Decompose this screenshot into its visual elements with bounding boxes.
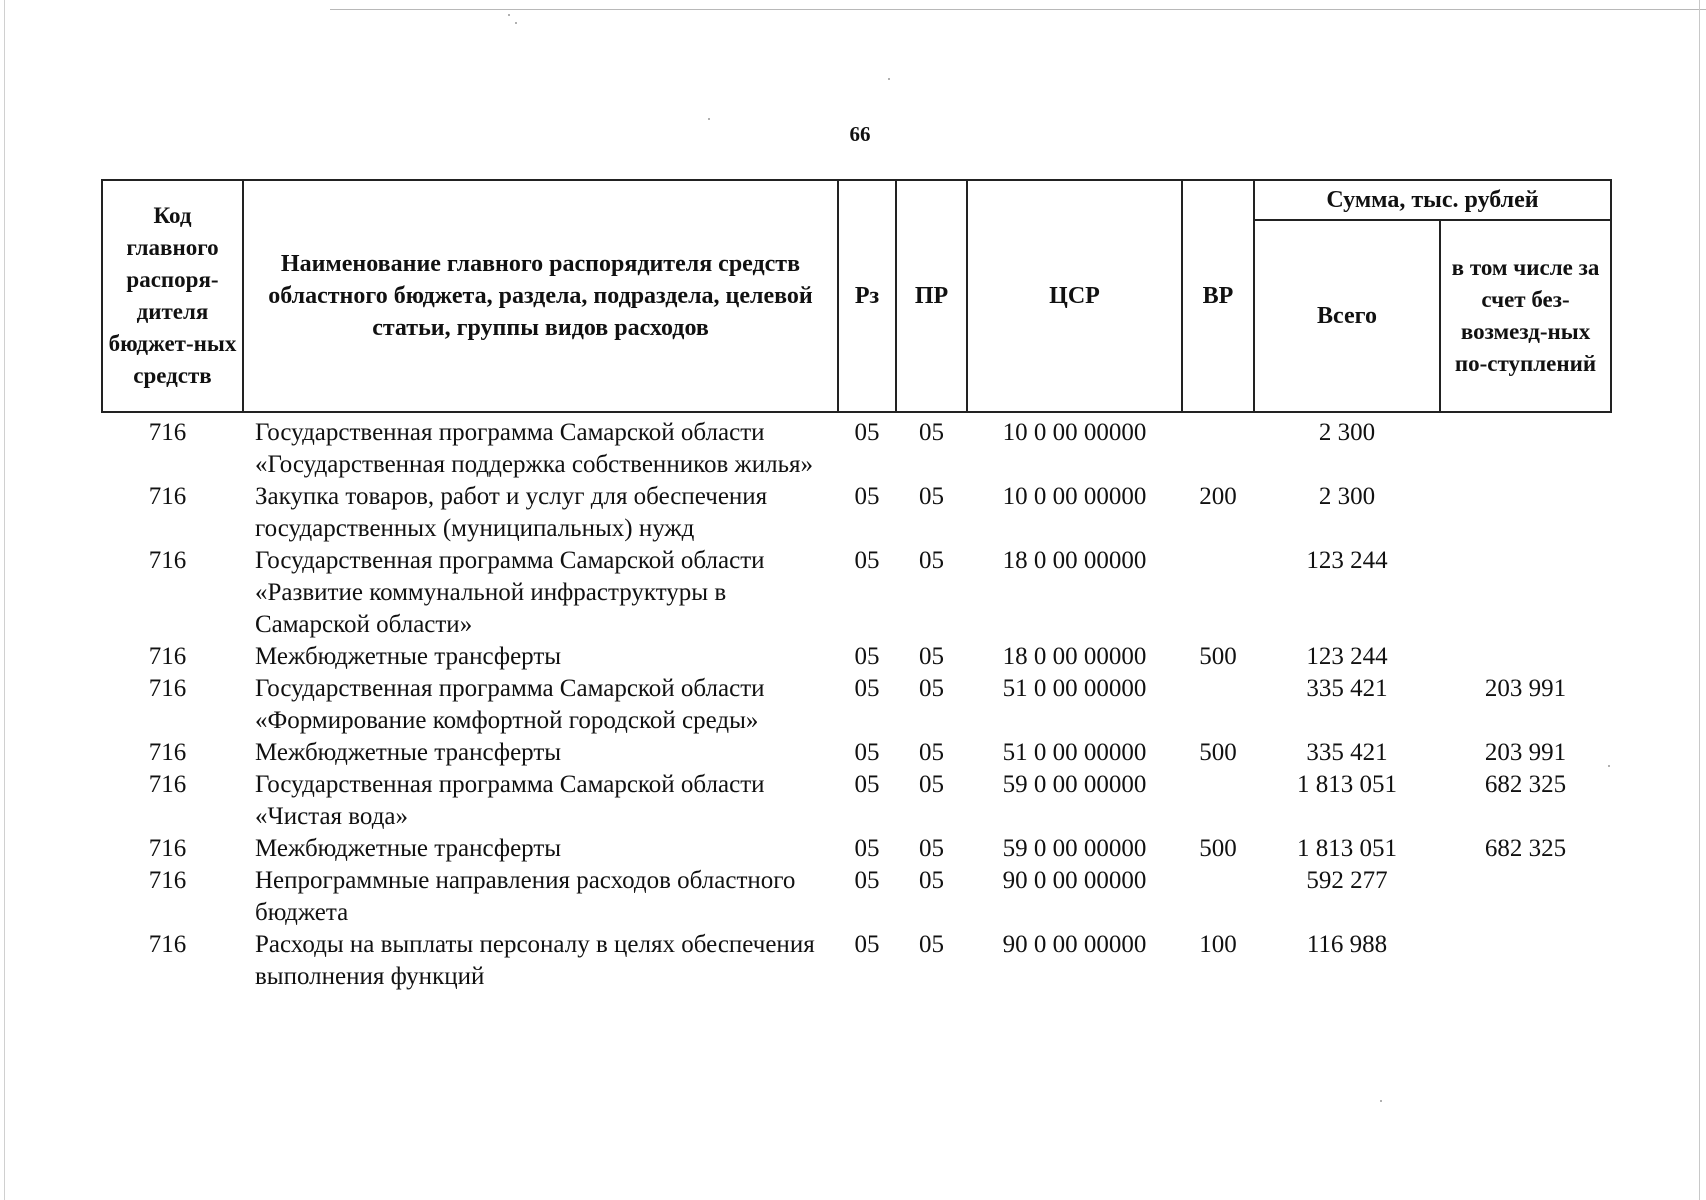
cell-name: Государственная программа Самарской области «Развитие коммунальной инфраструктуры в Самарской области» <box>255 547 765 638</box>
cell-total: 592 277 <box>1306 867 1388 894</box>
cell-pr: 05 <box>919 771 944 798</box>
cell-name: Государственная программа Самарской области «Государственная поддержка собственников жилья» <box>255 419 814 478</box>
cell-vr <box>1182 545 1254 641</box>
cell-code: 716 <box>148 771 187 798</box>
cell-vr <box>1182 412 1254 481</box>
cell-code: 716 <box>148 675 187 702</box>
cell-name: Межбюджетные трансферты <box>255 643 562 670</box>
page-number: 66 <box>849 122 871 146</box>
cell-name: Межбюджетные трансферты <box>255 835 562 862</box>
cell-rz: 05 <box>854 483 880 510</box>
cell-gratis <box>1440 929 1611 993</box>
scan-edge-top <box>330 9 1706 10</box>
cell-name: Межбюджетные трансферты <box>255 739 562 766</box>
cell-vr: 500 <box>1199 739 1237 766</box>
cell-vr <box>1182 865 1254 929</box>
header-code: Код главного распоря-дителя бюджет-ных средств <box>102 180 243 412</box>
header-vr: ВР <box>1182 180 1254 412</box>
cell-gratis: 682 325 <box>1484 835 1567 862</box>
cell-pr: 05 <box>919 643 944 670</box>
cell-csr: 51 0 00 00000 <box>1002 739 1147 766</box>
cell-pr: 05 <box>919 483 944 510</box>
table-row <box>102 929 1611 993</box>
cell-vr: 200 <box>1199 483 1237 510</box>
cell-csr: 18 0 00 00000 <box>1002 643 1147 670</box>
scan-edge-right <box>1699 0 1700 1200</box>
cell-code: 716 <box>148 835 187 862</box>
cell-total: 123 244 <box>1306 547 1388 574</box>
header-sum: Сумма, тыс. рублей <box>1254 180 1611 220</box>
cell-csr: 10 0 00 00000 <box>1002 483 1147 510</box>
table-row <box>102 833 1611 865</box>
cell-gratis <box>1440 481 1611 545</box>
cell-gratis <box>1440 545 1611 641</box>
cell-rz: 05 <box>854 931 880 958</box>
budget-table <box>101 179 1612 993</box>
scan-speck <box>1380 1100 1382 1102</box>
cell-code: 716 <box>148 867 187 894</box>
scan-edge-left <box>4 0 5 1200</box>
cell-rz: 05 <box>854 739 880 766</box>
cell-pr: 05 <box>919 867 944 894</box>
header-name: Наименование главного распорядителя средств областного бюджета, раздела, подраздела, целевой статьи, группы видов расходов <box>243 180 838 412</box>
cell-name: Государственная программа Самарской области «Чистая вода» <box>255 771 765 830</box>
cell-total: 116 988 <box>1306 931 1388 958</box>
cell-vr <box>1182 769 1254 833</box>
table-row <box>102 412 1611 481</box>
scan-speck <box>888 78 890 80</box>
cell-csr: 59 0 00 00000 <box>1002 835 1147 862</box>
table-row <box>102 673 1611 737</box>
cell-code: 716 <box>148 483 187 510</box>
cell-total: 123 244 <box>1306 643 1388 670</box>
header-rz: Рз <box>838 180 896 412</box>
table-row <box>102 481 1611 545</box>
cell-pr: 05 <box>919 739 944 766</box>
cell-gratis: 203 991 <box>1484 739 1567 766</box>
cell-total: 335 421 <box>1306 739 1388 766</box>
cell-pr: 05 <box>919 547 944 574</box>
cell-pr: 05 <box>919 419 944 446</box>
cell-gratis <box>1440 412 1611 481</box>
table-body <box>102 412 1611 993</box>
table-row <box>102 737 1611 769</box>
cell-name: Государственная программа Самарской области «Формирование комфортной городской среды» <box>255 675 765 734</box>
cell-code: 716 <box>148 643 187 670</box>
cell-rz: 05 <box>854 419 880 446</box>
cell-total: 1 813 051 <box>1297 835 1397 862</box>
cell-rz: 05 <box>854 835 880 862</box>
scan-speck <box>515 22 517 24</box>
cell-name: Расходы на выплаты персоналу в целях обеспечения выполнения функций <box>255 931 815 990</box>
cell-pr: 05 <box>919 835 944 862</box>
cell-vr: 500 <box>1199 835 1237 862</box>
header-csr: ЦСР <box>967 180 1182 412</box>
cell-total: 335 421 <box>1306 675 1388 702</box>
cell-code: 716 <box>148 547 187 574</box>
cell-csr: 18 0 00 00000 <box>1002 547 1147 574</box>
table-header <box>102 180 1611 412</box>
table-row <box>102 865 1611 929</box>
cell-name: Закупка товаров, работ и услуг для обеспечения государственных (муниципальных) нужд <box>255 483 768 542</box>
cell-gratis <box>1440 865 1611 929</box>
header-gratis: в том числе за счет без-возмезд-ных по-ступлений <box>1440 220 1611 412</box>
cell-vr: 100 <box>1199 931 1237 958</box>
cell-code: 716 <box>148 739 187 766</box>
scan-speck <box>708 118 710 120</box>
cell-pr: 05 <box>919 675 944 702</box>
table-row <box>102 641 1611 673</box>
cell-csr: 10 0 00 00000 <box>1002 419 1147 446</box>
table-row <box>102 545 1611 641</box>
cell-rz: 05 <box>854 867 880 894</box>
cell-rz: 05 <box>854 547 880 574</box>
cell-gratis: 682 325 <box>1484 771 1567 798</box>
table-row <box>102 769 1611 833</box>
cell-csr: 59 0 00 00000 <box>1002 771 1147 798</box>
cell-vr: 500 <box>1199 643 1237 670</box>
cell-total: 1 813 051 <box>1297 771 1397 798</box>
cell-name: Непрограммные направления расходов областного бюджета <box>255 867 796 926</box>
cell-csr: 51 0 00 00000 <box>1002 675 1147 702</box>
cell-csr: 90 0 00 00000 <box>1002 867 1147 894</box>
cell-vr <box>1182 673 1254 737</box>
cell-pr: 05 <box>919 931 944 958</box>
header-total: Всего <box>1254 220 1440 412</box>
cell-code: 716 <box>148 931 187 958</box>
cell-total: 2 300 <box>1318 419 1376 446</box>
cell-total: 2 300 <box>1318 483 1376 510</box>
cell-rz: 05 <box>854 771 880 798</box>
cell-gratis: 203 991 <box>1484 675 1567 702</box>
header-pr: ПР <box>896 180 967 412</box>
cell-gratis <box>1440 641 1611 673</box>
cell-csr: 90 0 00 00000 <box>1002 931 1147 958</box>
cell-rz: 05 <box>854 643 880 670</box>
cell-rz: 05 <box>854 675 880 702</box>
scan-speck <box>508 14 510 16</box>
cell-code: 716 <box>148 419 187 446</box>
